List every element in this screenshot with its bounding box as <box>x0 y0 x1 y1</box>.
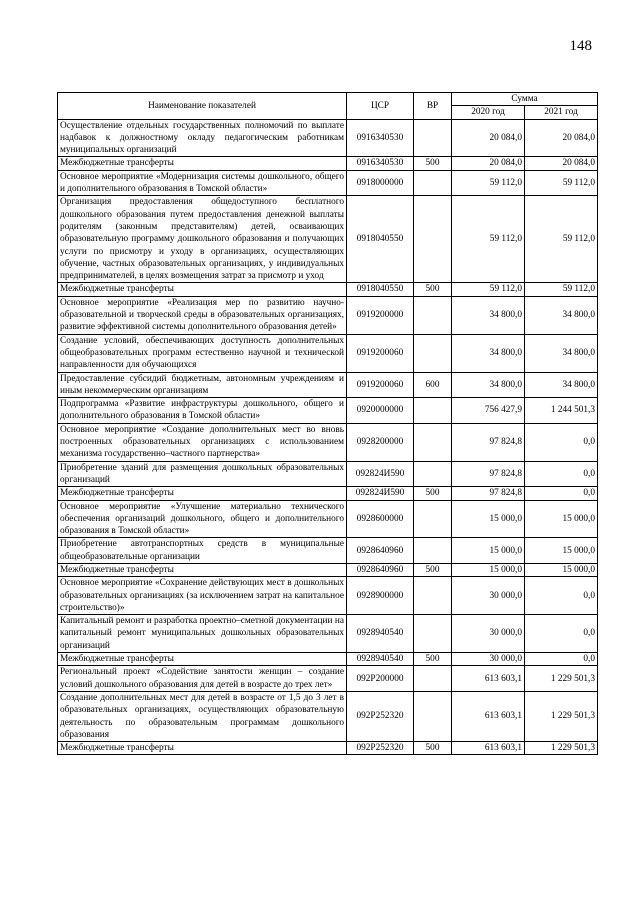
row-2021-cell: 0,0 <box>525 615 598 653</box>
row-2020-cell: 34 800,0 <box>452 372 525 398</box>
table-row <box>58 487 598 500</box>
row-csr-cell: 0918040550 <box>347 283 414 296</box>
row-2020-cell: 613 603,1 <box>452 666 525 692</box>
row-vr-cell <box>414 461 452 487</box>
row-vr-cell <box>414 170 452 196</box>
row-csr-cell: 092P200000 <box>347 666 414 692</box>
row-vr-cell: 500 <box>414 487 452 500</box>
table-row <box>58 563 598 576</box>
table-row <box>58 500 598 538</box>
row-2021-cell: 20 084,0 <box>525 157 598 170</box>
table-row <box>58 742 598 755</box>
table-row <box>58 577 598 615</box>
row-2021-cell: 34 800,0 <box>525 334 598 372</box>
row-2020-cell: 20 084,0 <box>452 119 525 157</box>
row-2021-cell: 15 000,0 <box>525 563 598 576</box>
row-csr-cell: 0916340530 <box>347 157 414 170</box>
row-2020-cell: 30 000,0 <box>452 615 525 653</box>
row-2020-cell: 30 000,0 <box>452 577 525 615</box>
row-vr-cell: 500 <box>414 283 452 296</box>
row-2021-cell: 15 000,0 <box>525 538 598 564</box>
row-csr-cell: 0919200060 <box>347 372 414 398</box>
row-2020-cell: 613 603,1 <box>452 742 525 755</box>
row-2021-cell: 0,0 <box>525 577 598 615</box>
table-row <box>58 170 598 196</box>
row-vr-cell: 500 <box>414 157 452 170</box>
row-2021-cell: 0,0 <box>525 487 598 500</box>
row-2020-cell: 34 800,0 <box>452 296 525 334</box>
row-name-cell: Организация предоставления общедоступного бесплатного дошкольного образования путем предоставления денежной выплаты родителям (законным представителям) детей, осваивающих образовательную программу дошкольного образования и получающих услуги по присмотру и уходу в организациях, осуществляющих обучение, частных образовательных организациях, у индивидуальных предпринимателей, в целях возмещения затрат за присмотр и уход <box>58 196 347 283</box>
table-row <box>58 334 598 372</box>
row-name-cell: Межбюджетные трансферты <box>58 157 347 170</box>
page-number: 148 <box>569 38 592 54</box>
row-2020-cell: 97 824,8 <box>452 487 525 500</box>
row-vr-cell <box>414 296 452 334</box>
row-name-cell: Межбюджетные трансферты <box>58 742 347 755</box>
table-row <box>58 283 598 296</box>
table-row <box>58 372 598 398</box>
table-row <box>58 157 598 170</box>
table-row <box>58 423 598 461</box>
row-csr-cell: 0928640960 <box>347 538 414 564</box>
row-csr-cell: 0920000000 <box>347 398 414 424</box>
row-csr-cell: 0928940540 <box>347 615 414 653</box>
row-vr-cell <box>414 119 452 157</box>
row-vr-cell: 500 <box>414 653 452 666</box>
row-vr-cell: 500 <box>414 563 452 576</box>
row-2020-cell: 59 112,0 <box>452 196 525 283</box>
row-name-cell: Региональный проект «Содействие занятости женщин – создание условий дошкольного образования для детей в возрасте до трех лет» <box>58 666 347 692</box>
row-name-cell: Осуществление отдельных государственных полномочий по выплате надбавок к должностному окладу педагогическим работникам муниципальных организаций <box>58 119 347 157</box>
table-row <box>58 119 598 157</box>
row-2020-cell: 613 603,1 <box>452 691 525 741</box>
row-2021-cell: 59 112,0 <box>525 196 598 283</box>
row-csr-cell: 092P252320 <box>347 691 414 741</box>
row-vr-cell <box>414 666 452 692</box>
row-2021-cell: 1 244 501,3 <box>525 398 598 424</box>
row-2021-cell: 1 229 501,3 <box>525 691 598 741</box>
table-row <box>58 653 598 666</box>
header-csr: ЦСР <box>347 93 414 120</box>
table-row <box>58 196 598 283</box>
row-2020-cell: 59 112,0 <box>452 283 525 296</box>
row-csr-cell: 0918000000 <box>347 170 414 196</box>
row-vr-cell <box>414 691 452 741</box>
row-name-cell: Основное мероприятие «Реализация мер по развитию научно-образовательной и творческой среды в образовательных организациях, развитие эффективной системы дополнительного образования детей» <box>58 296 347 334</box>
row-name-cell: Межбюджетные трансферты <box>58 283 347 296</box>
row-name-cell: Капитальный ремонт и разработка проектно–сметной документации на капитальный ремонт муниципальных дошкольных образовательных организаций <box>58 615 347 653</box>
row-vr-cell <box>414 500 452 538</box>
row-2021-cell: 59 112,0 <box>525 283 598 296</box>
table-row <box>58 615 598 653</box>
row-2021-cell: 1 229 501,3 <box>525 742 598 755</box>
row-2020-cell: 15 000,0 <box>452 538 525 564</box>
row-name-cell: Межбюджетные трансферты <box>58 563 347 576</box>
header-name: Наименование показателей <box>58 93 347 120</box>
row-csr-cell: 0918040550 <box>347 196 414 283</box>
row-name-cell: Создание условий, обеспечивающих доступность дополнительных общеобразовательных программ естественно научной и технической направленности для обучающихся <box>58 334 347 372</box>
row-2021-cell: 0,0 <box>525 653 598 666</box>
row-vr-cell: 500 <box>414 742 452 755</box>
row-2020-cell: 59 112,0 <box>452 170 525 196</box>
table-body <box>58 119 598 755</box>
row-csr-cell: 092824И590 <box>347 461 414 487</box>
row-csr-cell: 092824И590 <box>347 487 414 500</box>
table-row <box>58 538 598 564</box>
row-csr-cell: 0928200000 <box>347 423 414 461</box>
row-2020-cell: 20 084,0 <box>452 157 525 170</box>
row-vr-cell: 600 <box>414 372 452 398</box>
row-csr-cell: 0928900000 <box>347 577 414 615</box>
header-year-2021: 2021 год <box>525 106 598 119</box>
row-name-cell: Основное мероприятие «Улучшение материально технического обеспечения организаций дошкольного, общего и дополнительного образования в Томской области» <box>58 500 347 538</box>
row-vr-cell <box>414 423 452 461</box>
row-name-cell: Приобретение зданий для размещения дошкольных образовательных организаций <box>58 461 347 487</box>
table-row <box>58 461 598 487</box>
header-year-2020: 2020 год <box>452 106 525 119</box>
row-name-cell: Межбюджетные трансферты <box>58 487 347 500</box>
row-csr-cell: 0919200000 <box>347 296 414 334</box>
row-csr-cell: 092P252320 <box>347 742 414 755</box>
row-csr-cell: 0928940540 <box>347 653 414 666</box>
row-name-cell: Приобретение автотранспортных средств в муниципальные общеобразовательные организации <box>58 538 347 564</box>
row-vr-cell <box>414 615 452 653</box>
row-name-cell: Основное мероприятие «Модернизация системы дошкольного, общего и дополнительного образования в Томской области» <box>58 170 347 196</box>
table-row <box>58 691 598 741</box>
row-csr-cell: 0928600000 <box>347 500 414 538</box>
row-name-cell: Межбюджетные трансферты <box>58 653 347 666</box>
row-2020-cell: 756 427,9 <box>452 398 525 424</box>
row-vr-cell <box>414 196 452 283</box>
table-row <box>58 398 598 424</box>
row-name-cell: Создание дополнительных мест для детей в возрасте от 1,5 до 3 лет в образовательных организациях, осуществляющих образовательную деятельность по образовательным программам дошкольного образования <box>58 691 347 741</box>
row-vr-cell <box>414 538 452 564</box>
row-2020-cell: 97 824,8 <box>452 423 525 461</box>
row-name-cell: Основное мероприятие «Создание дополнительных мест во вновь построенных образовательных организациях с использованием механизма государственно–частного партнерства» <box>58 423 347 461</box>
row-2020-cell: 30 000,0 <box>452 653 525 666</box>
row-2021-cell: 20 084,0 <box>525 119 598 157</box>
row-2021-cell: 59 112,0 <box>525 170 598 196</box>
row-name-cell: Подпрограмма «Развитие инфраструктуры дошкольного, общего и дополнительного образования в Томской области» <box>58 398 347 424</box>
row-name-cell: Предоставление субсидий бюджетным, автономным учреждениям и иным некоммерческим организациям <box>58 372 347 398</box>
row-2021-cell: 0,0 <box>525 461 598 487</box>
row-2021-cell: 0,0 <box>525 423 598 461</box>
row-2020-cell: 15 000,0 <box>452 500 525 538</box>
header-sum: Сумма <box>452 93 598 106</box>
row-csr-cell: 0916340530 <box>347 119 414 157</box>
row-2021-cell: 1 229 501,3 <box>525 666 598 692</box>
row-vr-cell <box>414 577 452 615</box>
row-2020-cell: 15 000,0 <box>452 563 525 576</box>
budget-table <box>57 92 598 755</box>
table-header-row <box>58 93 598 106</box>
row-2020-cell: 34 800,0 <box>452 334 525 372</box>
row-vr-cell <box>414 334 452 372</box>
row-csr-cell: 0919200060 <box>347 334 414 372</box>
table-row <box>58 666 598 692</box>
header-vr: ВР <box>414 93 452 120</box>
row-name-cell: Основное мероприятие «Сохранение действующих мест в дошкольных образовательных организациях (за исключением затрат на капитальное строительство)» <box>58 577 347 615</box>
row-2020-cell: 97 824,8 <box>452 461 525 487</box>
row-vr-cell <box>414 398 452 424</box>
row-2021-cell: 15 000,0 <box>525 500 598 538</box>
row-csr-cell: 0928640960 <box>347 563 414 576</box>
row-2021-cell: 34 800,0 <box>525 372 598 398</box>
row-2021-cell: 34 800,0 <box>525 296 598 334</box>
table-row <box>58 296 598 334</box>
